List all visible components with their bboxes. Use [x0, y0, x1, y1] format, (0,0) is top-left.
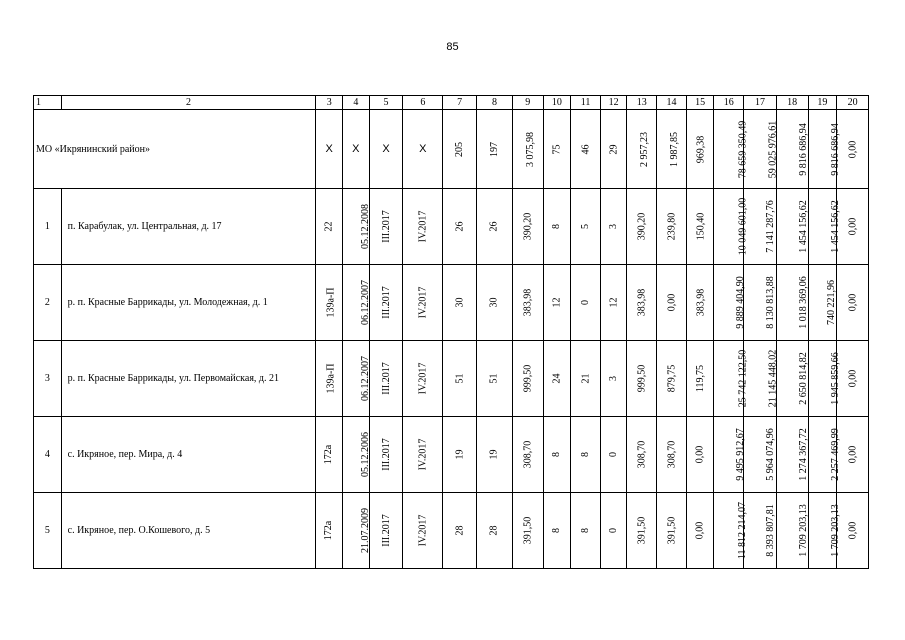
table-cell: III.2017 [369, 265, 403, 341]
column-header: 14 [657, 96, 687, 110]
table-cell: 10 049 601,00 [714, 189, 744, 265]
table-cell: 0 [571, 265, 601, 341]
table-cell: 0,00 [837, 493, 869, 569]
table-cell: 1 987,85 [657, 110, 687, 189]
table-cell: 139а-П [316, 265, 343, 341]
table-cell: 0,00 [837, 110, 869, 189]
table-cell: 1 709 203,13 [776, 493, 808, 569]
table-row [34, 341, 869, 417]
table-cell: 3 [600, 189, 627, 265]
column-header: 16 [714, 96, 744, 110]
page-number: 85 [446, 41, 459, 53]
district-name: МО «Икрянинский район» [34, 110, 316, 189]
table-row [34, 493, 869, 569]
table-row [34, 265, 869, 341]
table-cell: 28 [477, 493, 513, 569]
address-cell: р. п. Красные Баррикады, ул. Первомайская, д. 21 [61, 341, 316, 417]
table-cell: Х [343, 110, 370, 189]
column-header: 9 [512, 96, 543, 110]
table-cell: 3 075,98 [512, 110, 543, 189]
table-row [34, 189, 869, 265]
table-cell: 7 141 287,76 [744, 189, 777, 265]
table-cell: 8 393 807,81 [744, 493, 777, 569]
table-cell: 999,50 [627, 341, 657, 417]
table-cell: 8 [543, 189, 571, 265]
table-cell: 391,50 [512, 493, 543, 569]
table-cell: 9 816 686,94 [776, 110, 808, 189]
column-header: 20 [837, 96, 869, 110]
column-header: 1 [34, 96, 62, 110]
table-cell: 19 [477, 417, 513, 493]
table-cell: 999,50 [512, 341, 543, 417]
table-cell: 308,70 [657, 417, 687, 493]
table-cell: III.2017 [369, 417, 403, 493]
column-header: 7 [443, 96, 477, 110]
table-cell: 969,38 [686, 110, 714, 189]
table-cell: 12 [543, 265, 571, 341]
table-cell: 30 [443, 265, 477, 341]
table-cell: 197 [477, 110, 513, 189]
table-cell: 75 [543, 110, 571, 189]
table-cell: Х [403, 110, 443, 189]
table-cell: 740 221,96 [808, 265, 837, 341]
row-number: 1 [34, 189, 62, 265]
table-cell: 05.12.2006 [343, 417, 370, 493]
table-cell: 2 257 469,99 [808, 417, 837, 493]
table-cell: 12 [600, 265, 627, 341]
row-number: 2 [34, 265, 62, 341]
table-cell: 11 812 214,07 [714, 493, 744, 569]
table-cell: IV.2017 [403, 341, 443, 417]
table-cell: 2 957,23 [627, 110, 657, 189]
table-cell: 0,00 [657, 265, 687, 341]
table-cell: 0,00 [837, 417, 869, 493]
table-cell: 0,00 [837, 265, 869, 341]
column-header: 8 [477, 96, 513, 110]
table-cell: IV.2017 [403, 493, 443, 569]
address-cell: р. п. Красные Баррикады, ул. Молодежная, д. 1 [61, 265, 316, 341]
address-cell: с. Икряное, пер. Мира, д. 4 [61, 417, 316, 493]
table-cell: IV.2017 [403, 417, 443, 493]
column-header: 2 [61, 96, 316, 110]
table-cell: 1 454 156,62 [808, 189, 837, 265]
table-cell: 1 018 369,06 [776, 265, 808, 341]
table-cell: 21 [571, 341, 601, 417]
column-header: 3 [316, 96, 343, 110]
table-cell: 51 [477, 341, 513, 417]
table-cell: 06.12.2007 [343, 341, 370, 417]
row-number: 3 [34, 341, 62, 417]
table-cell: 0,00 [837, 189, 869, 265]
table-cell: 28 [443, 493, 477, 569]
table-cell: 21 145 448,02 [744, 341, 777, 417]
table-cell: 391,50 [627, 493, 657, 569]
table-cell: 78 659 350,49 [714, 110, 744, 189]
table-row [34, 417, 869, 493]
table-cell: 9 816 686,94 [808, 110, 837, 189]
table-cell: 172а [316, 417, 343, 493]
table-cell: III.2017 [369, 493, 403, 569]
table-cell: 21.07.2009 [343, 493, 370, 569]
table-cell: 383,98 [512, 265, 543, 341]
table-cell: IV.2017 [403, 265, 443, 341]
table-cell: 9 889 404,90 [714, 265, 744, 341]
column-header: 15 [686, 96, 714, 110]
table-cell: 8 130 813,88 [744, 265, 777, 341]
column-header: 19 [808, 96, 837, 110]
table-cell: 22 [316, 189, 343, 265]
table-cell: 0,00 [686, 417, 714, 493]
table-cell: 24 [543, 341, 571, 417]
table-cell: 239,80 [657, 189, 687, 265]
table-cell: IV.2017 [403, 189, 443, 265]
row-number: 4 [34, 417, 62, 493]
table-cell: 8 [543, 417, 571, 493]
column-header: 13 [627, 96, 657, 110]
table-cell: 0,00 [686, 493, 714, 569]
table-cell: 5 964 074,96 [744, 417, 777, 493]
data-table [33, 95, 869, 569]
table-cell: 0 [600, 493, 627, 569]
column-header: 18 [776, 96, 808, 110]
table-cell: 390,20 [627, 189, 657, 265]
table-cell: 51 [443, 341, 477, 417]
table-cell: 0 [600, 417, 627, 493]
table-cell: Х [316, 110, 343, 189]
table-cell: 205 [443, 110, 477, 189]
table-cell: 25 742 122,50 [714, 341, 744, 417]
table-cell: 8 [571, 493, 601, 569]
table-cell: 2 650 814,82 [776, 341, 808, 417]
table-cell: 308,70 [512, 417, 543, 493]
table-cell: 383,98 [686, 265, 714, 341]
table-cell: 19 [443, 417, 477, 493]
column-header: 5 [369, 96, 403, 110]
table-cell: 139а-П [316, 341, 343, 417]
table-cell: 391,50 [657, 493, 687, 569]
row-number: 5 [34, 493, 62, 569]
table-cell: III.2017 [369, 341, 403, 417]
column-header: 6 [403, 96, 443, 110]
table-cell: 26 [443, 189, 477, 265]
table-cell: 879,75 [657, 341, 687, 417]
table-cell: 05.12.2008 [343, 189, 370, 265]
column-header: 17 [744, 96, 777, 110]
table-cell: 1 274 367,72 [776, 417, 808, 493]
table-cell: 06.12.2007 [343, 265, 370, 341]
table-cell: 5 [571, 189, 601, 265]
column-header: 12 [600, 96, 627, 110]
table-cell: III.2017 [369, 189, 403, 265]
table-cell: 46 [571, 110, 601, 189]
table-cell: 1 709 203,13 [808, 493, 837, 569]
table-cell: 8 [571, 417, 601, 493]
column-header: 4 [343, 96, 370, 110]
table-cell: 3 [600, 341, 627, 417]
table-cell: 0,00 [837, 341, 869, 417]
table-cell: Х [369, 110, 403, 189]
column-header: 11 [571, 96, 601, 110]
table-cell: 308,70 [627, 417, 657, 493]
table-cell: 390,20 [512, 189, 543, 265]
table-cell: 8 [543, 493, 571, 569]
table-cell: 150,40 [686, 189, 714, 265]
address-cell: с. Икряное, пер. О.Кошевого, д. 5 [61, 493, 316, 569]
table-cell: 30 [477, 265, 513, 341]
summary-row [34, 110, 869, 189]
column-header: 10 [543, 96, 571, 110]
table-cell: 383,98 [627, 265, 657, 341]
column-number-row [34, 96, 869, 110]
table-cell: 119,75 [686, 341, 714, 417]
table-cell: 29 [600, 110, 627, 189]
table-cell: 59 025 976,61 [744, 110, 777, 189]
table-cell: 9 495 912,67 [714, 417, 744, 493]
address-cell: п. Карабулак, ул. Центральная, д. 17 [61, 189, 316, 265]
table-cell: 26 [477, 189, 513, 265]
table-cell: 172а [316, 493, 343, 569]
table-cell: 1 945 859,66 [808, 341, 837, 417]
table-cell: 1 454 156,62 [776, 189, 808, 265]
